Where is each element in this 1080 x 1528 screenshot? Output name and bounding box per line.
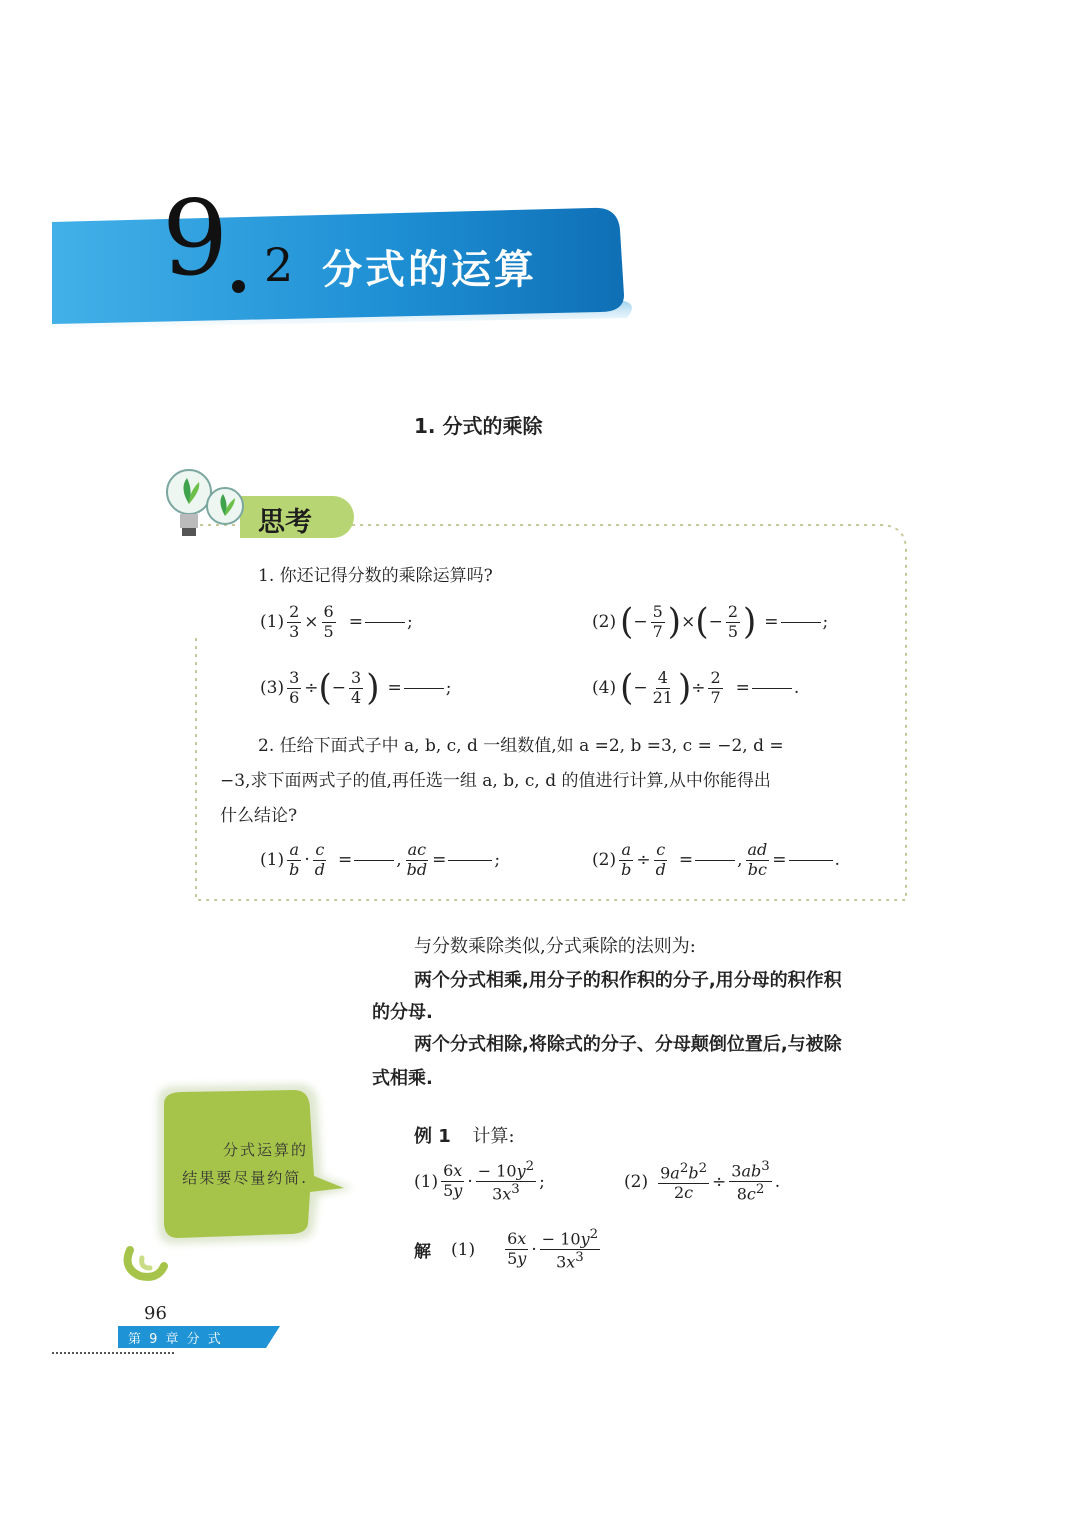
div-rule-line-1: 两个分式相除,将除式的分子、分母颠倒位置后,与被除 (414, 1034, 842, 1055)
page-number: 96 (144, 1303, 167, 1324)
answer-blank[interactable] (781, 622, 821, 623)
punct: . (834, 850, 840, 871)
punct: ; (445, 678, 452, 699)
question-2-line-1: 2. 任给下面式子中 a, b, c, d 一组数值,如 a =2, b =3, c = −2, d = (258, 736, 784, 756)
item-tag: (2) (592, 850, 617, 871)
q1-item-4: (4) ( − $\frac{4}{21}$ ) ÷ $\frac{2}{7}$ = . (592, 667, 800, 710)
rule-intro: 与分数乘除类似,分式乘除的法则为: (414, 936, 696, 957)
example-solution: 解 (1) $\frac{6x}{5y}$ · $\frac{- 10y^2}{3x^3}$ (414, 1227, 599, 1272)
fraction: $\frac{3}{6}$ (289, 668, 300, 707)
item-tag: (3) (260, 678, 285, 699)
minus: − (708, 612, 723, 633)
footer-dots (52, 1352, 174, 1354)
fraction: $\frac{5}{7}$ (652, 602, 663, 641)
lightbulb-icon (165, 462, 255, 544)
question-1-intro: 1. 你还记得分数的乘除运算吗? (258, 566, 493, 586)
operator: ÷ (636, 850, 651, 871)
fraction: $\frac{9a^2b^2}{2c}$ (660, 1160, 708, 1202)
div-rule-line-2: 式相乘. (372, 1068, 433, 1089)
fraction: $\frac{6x}{5y}$ (507, 1229, 527, 1269)
answer-blank[interactable] (354, 860, 394, 861)
example-prompt: 计算: (472, 1126, 515, 1147)
fraction: $\frac{c}{d}$ (314, 840, 325, 879)
fraction: $\frac{6}{5}$ (323, 602, 334, 641)
answer-blank[interactable] (365, 622, 405, 623)
answer-blank[interactable] (404, 688, 444, 689)
fraction: $\frac{a}{b}$ (289, 840, 300, 879)
solution-label: 解 (414, 1242, 431, 1263)
example-heading (414, 1126, 515, 1149)
punct: ; (822, 612, 829, 633)
section-number: 2 (264, 238, 294, 292)
minus: − (633, 612, 648, 633)
example-part-2: (2) $\frac{9a^2b^2}{2c}$ ÷ $\frac{3ab^3}{8c^2}$ . (624, 1159, 781, 1204)
punct: ; (406, 612, 413, 633)
item-tag: (1) (260, 612, 285, 633)
side-note-text: 分式运算的 结果要尽量约简. (182, 1141, 308, 1187)
fraction: $\frac{- 10y^2}{3x^3}$ (477, 1159, 535, 1204)
question-2-line-3: 什么结论? (220, 806, 298, 826)
equals: = (387, 678, 402, 699)
fraction: $\frac{ac}{bd}$ (406, 840, 428, 879)
fraction: $\frac{3ab^3}{8c^2}$ (731, 1159, 770, 1204)
chapter-label: 第 9 章 分 式 (128, 1332, 223, 1347)
mul-rule-line-1: 两个分式相乘,用分子的积作积的分子,用分母的积作积 (414, 970, 842, 991)
fraction: $\frac{ad}{bc}$ (747, 840, 768, 879)
operator: · (304, 850, 310, 871)
punct: . (793, 678, 800, 699)
fraction: $\frac{2}{7}$ (710, 668, 721, 707)
item-tag: (2) (592, 612, 617, 633)
fraction: $\frac{- 10y^2}{3x^3}$ (541, 1227, 599, 1272)
q1-item-1 (260, 604, 413, 641)
subheading: 1. 分式的乘除 (414, 414, 543, 438)
chapter-number: 9 (162, 177, 229, 299)
answer-blank[interactable] (695, 860, 735, 861)
answer-blank[interactable] (752, 688, 792, 689)
question-2-line-2: −3,求下面两式子的值,再任选一组 a, b, c, d 的值进行计算,从中你能得出 (220, 771, 771, 791)
answer-blank[interactable] (789, 860, 833, 861)
fraction: $\frac{3}{4}$ (351, 668, 362, 707)
mul-rule-line-2: 的分母. (372, 1002, 433, 1023)
equals: = (735, 678, 750, 699)
operator: × (304, 612, 319, 633)
q2-item-1: (1) $\frac{a}{b}$ · $\frac{c}{d}$ = , $\frac{ac}{bd}$ = ; (260, 840, 501, 879)
fraction: $\frac{c}{d}$ (655, 840, 666, 879)
operator: × (681, 612, 696, 633)
equals: = (348, 612, 363, 633)
item-tag: (4) (592, 678, 617, 699)
fraction: $\frac{2}{5}$ (727, 602, 739, 641)
fraction: $\frac{6x}{5y}$ (443, 1161, 463, 1201)
item-tag: (1) (451, 1239, 476, 1260)
fraction: $\frac{2}{3}$ (289, 602, 300, 641)
section-dot (232, 280, 245, 293)
item-tag: (2) (624, 1171, 649, 1192)
answer-blank[interactable] (448, 860, 492, 861)
equals: = (764, 612, 779, 633)
think-label: 思考 (258, 507, 312, 538)
example-label: 例 1 (414, 1126, 451, 1147)
minus: − (331, 678, 347, 699)
operator: ÷ (304, 678, 319, 699)
example-part-1: (1) $\frac{6x}{5y}$ · $\frac{- 10y^2}{3x^3}$ ; (414, 1159, 545, 1204)
fraction: $\frac{a}{b}$ (621, 840, 632, 879)
item-tag: (1) (260, 850, 285, 871)
operator: ÷ (691, 678, 706, 699)
item-tag: (1) (414, 1171, 439, 1192)
fraction: $\frac{4}{21}$ (652, 668, 673, 707)
punct: ; (494, 850, 501, 871)
q1-item-2: (2) ( − $\frac{5}{7}$ ) × ( − $\frac{2}{5}$ ) = ; (592, 601, 829, 644)
section-title: 分式的运算 (322, 247, 537, 293)
q2-item-2: (2) $\frac{a}{b}$ ÷ $\frac{c}{d}$ = , $\frac{ad}{bc}$ = . (592, 840, 840, 879)
q1-item-3: (3) $\frac{3}{6}$ ÷ ( − $\frac{3}{4}$ ) = ; (260, 667, 452, 710)
